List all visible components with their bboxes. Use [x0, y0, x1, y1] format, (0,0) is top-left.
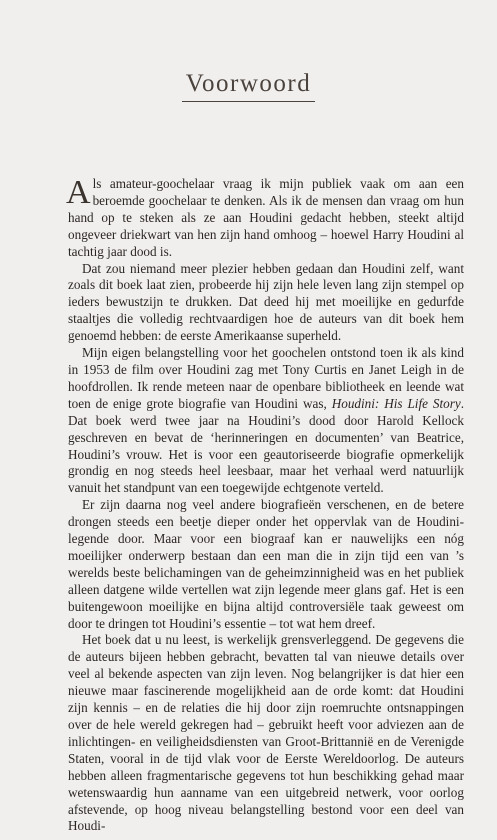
paragraph-3-after: . Dat boek werd twee jaar na Houdini’s dood door Harold Kellock geschreven en bevat de ‘herinneringen en documenten’ van Beatrice, Houdini’s vrouw. Het is voor een geautoriseerde biografie opmerkelijk grondig en nog steeds heel leesbaar, maar het verhaal werd natuurlijk vanuit het standpunt van een toegewijde echtgenote verteld.	[68, 395, 464, 496]
book-title-italic: Houdini: His Life Story	[331, 395, 461, 411]
paragraph-1-text: ls amateur-goochelaar vraag ik mijn publiek vaak om aan een beroemde goochelaar te denken. Als ik de mensen dan vraag om hun hand op te steken als ze aan Houdini gedacht hebben, steekt altijd ongeveer driekwart van hen zijn hand omhoog – hoewel Harry Houdini al tachtig jaar dood is.	[68, 176, 464, 259]
paragraph-2: Dat zou niemand meer plezier hebben gedaan dan Houdini zelf, want zoals dit boek laat zien, probeerde hij zijn hele leven lang zijn stempel op ieders bewustzijn te drukken. Dat deed hij met moeilijke en gedurfde staaltjes die volledig rechtvaardigen hoe de auteurs van dit boek hem genoemd hebben: de eerste Amerikaanse superheld.	[68, 260, 464, 344]
chapter-title: Voorwoord	[182, 70, 316, 102]
paragraph-3-before: Mijn eigen belangstelling voor het goochelen ontstond toen ik als kind in 1953 de film over Houdini zag met Tony Curtis en Janet Leigh in de hoofdrollen. Ik rende meteen naar de openbare bibliotheek en leende wat toen de enige grote biografie van Houdini was,	[68, 345, 464, 411]
paragraph-5: Het boek dat u nu leest, is werkelijk grensverleggend. De gegevens die de auteurs bijeen hebben gebracht, bevatten tal van nieuwe details over veel al bekende aspecten van zijn leven. Nog belangrijker is dat hier een nieuwe maar fascinerende mogelijkheid aan de orde komt: dat Houdini zijn kennis – en de relaties die hij door zijn roemruchte ontsnappingen over de hele wereld gekregen had – gebruikt heeft voor adviezen aan de inlichtingen- en veiligheidsdiensten van Groot-Brittannië en de Verenigde Staten, vooral in de tijd vlak voor de Eerste Wereldoorlog. De auteurs hebben alleen fragmentarische gegevens tot hun beschikking gehad maar wetenswaardig hun aanname van een uitgebreid netwerk, voor oorlog afstevende, op hoog niveau belangstelling bestond voor een deel van Houdi-	[68, 632, 464, 834]
paragraph-1	[68, 176, 464, 261]
paragraph-3	[68, 345, 464, 497]
body-text	[68, 176, 464, 835]
chapter-header	[0, 70, 497, 102]
drop-cap: A	[66, 174, 91, 211]
paragraph-4: Er zijn daarna nog veel andere biografieën verschenen, en de betere drongen steeds een beetje dieper onder het oppervlak van de Houdini-legende door. Maar voor een biograaf kan er nauwelijks een nóg moeilijker onderwerp bestaan dan een man die in zijn tijd een van ’s werelds beste belichamingen van de geheimzinnigheid was en het publiek alleen datgene wilde vertellen wat zijn legende meer glans gaf. Het is een buitengewoon moeilijke en bijna altijd controversiële taak geweest om door te dringen tot Houdini’s essentie – tot wat hem dreef.	[68, 497, 464, 631]
